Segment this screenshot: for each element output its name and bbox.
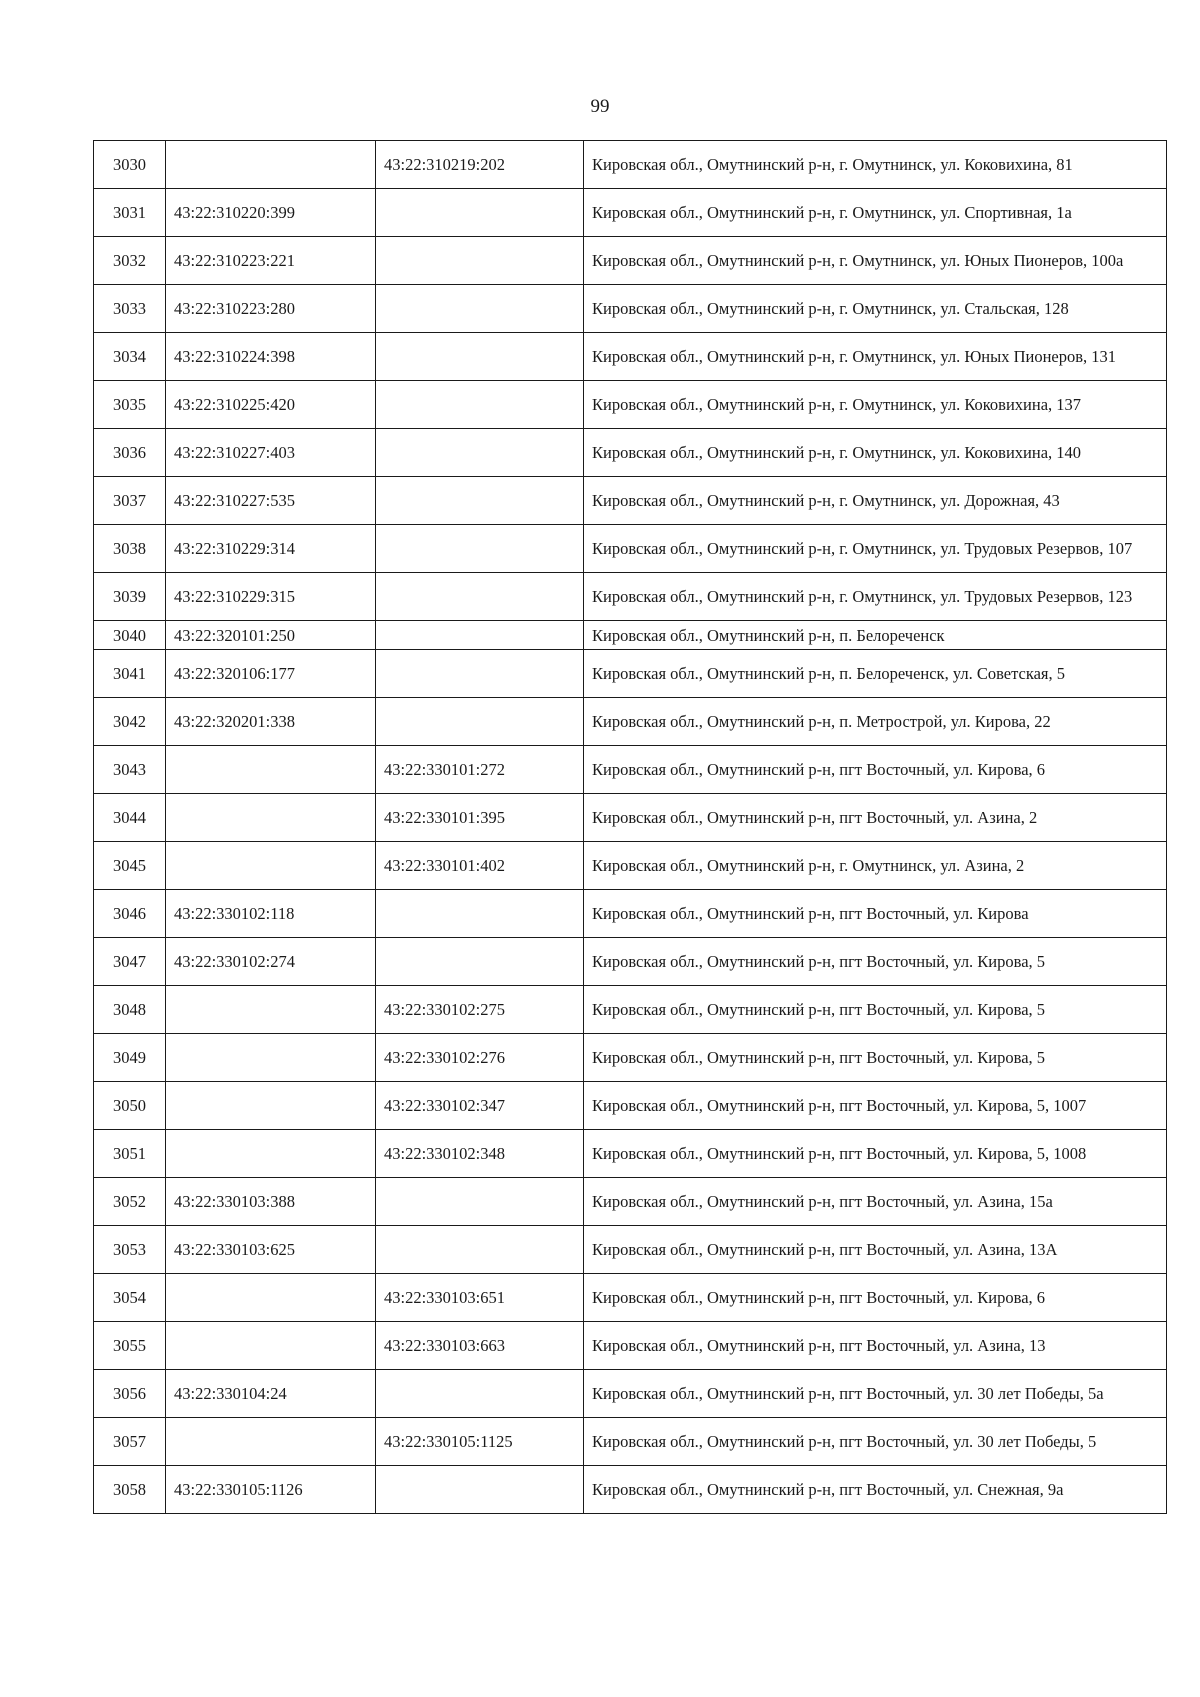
address: Кировская обл., Омутнинский р-н, г. Омутнинск, ул. Стальская, 128 [584,285,1167,333]
row-number: 3035 [94,381,166,429]
land-cadastral-number [166,842,376,890]
row-number: 3047 [94,938,166,986]
address: Кировская обл., Омутнинский р-н, г. Омутнинск, ул. Азина, 2 [584,842,1167,890]
object-cadastral-number [376,429,584,477]
address: Кировская обл., Омутнинский р-н, г. Омутнинск, ул. Дорожная, 43 [584,477,1167,525]
address: Кировская обл., Омутнинский р-н, пгт Восточный, ул. Кирова, 5, 1008 [584,1130,1167,1178]
object-cadastral-number [376,573,584,621]
table-row [94,842,1167,890]
object-cadastral-number: 43:22:330103:663 [376,1322,584,1370]
land-cadastral-number [166,1418,376,1466]
row-number: 3037 [94,477,166,525]
address: Кировская обл., Омутнинский р-н, п. Белореченск [584,621,1167,650]
table-row [94,333,1167,381]
row-number: 3051 [94,1130,166,1178]
address: Кировская обл., Омутнинский р-н, пгт Восточный, ул. Снежная, 9а [584,1466,1167,1514]
object-cadastral-number [376,1178,584,1226]
land-cadastral-number: 43:22:330104:24 [166,1370,376,1418]
address: Кировская обл., Омутнинский р-н, пгт Восточный, ул. Кирова, 6 [584,746,1167,794]
row-number: 3048 [94,986,166,1034]
row-number: 3040 [94,621,166,650]
table-row [94,1178,1167,1226]
land-cadastral-number: 43:22:330105:1126 [166,1466,376,1514]
land-cadastral-number: 43:22:320201:338 [166,698,376,746]
table-row [94,189,1167,237]
object-cadastral-number: 43:22:330102:348 [376,1130,584,1178]
object-cadastral-number [376,525,584,573]
table-row [94,1130,1167,1178]
land-cadastral-number: 43:22:320101:250 [166,621,376,650]
row-number: 3042 [94,698,166,746]
table-row [94,938,1167,986]
table-row [94,237,1167,285]
table-row [94,746,1167,794]
land-cadastral-number [166,1130,376,1178]
object-cadastral-number: 43:22:330101:402 [376,842,584,890]
table-row [94,1418,1167,1466]
land-cadastral-number: 43:22:330103:388 [166,1178,376,1226]
row-number: 3046 [94,890,166,938]
table-row [94,1274,1167,1322]
land-cadastral-number: 43:22:330102:118 [166,890,376,938]
address: Кировская обл., Омутнинский р-н, п. Белореченск, ул. Советская, 5 [584,650,1167,698]
table-row [94,141,1167,189]
land-cadastral-number: 43:22:330102:274 [166,938,376,986]
land-cadastral-number [166,1034,376,1082]
table-body [94,141,1167,1514]
table-row [94,1370,1167,1418]
address: Кировская обл., Омутнинский р-н, пгт Восточный, ул. Азина, 2 [584,794,1167,842]
land-cadastral-number: 43:22:310225:420 [166,381,376,429]
table-row [94,1082,1167,1130]
object-cadastral-number [376,1370,584,1418]
land-cadastral-number: 43:22:310223:280 [166,285,376,333]
address: Кировская обл., Омутнинский р-н, п. Метрострой, ул. Кирова, 22 [584,698,1167,746]
table-row [94,1226,1167,1274]
object-cadastral-number: 43:22:330102:275 [376,986,584,1034]
table-row [94,1466,1167,1514]
address: Кировская обл., Омутнинский р-н, пгт Восточный, ул. Кирова, 6 [584,1274,1167,1322]
row-number: 3053 [94,1226,166,1274]
land-cadastral-number [166,986,376,1034]
object-cadastral-number: 43:22:330101:395 [376,794,584,842]
address: Кировская обл., Омутнинский р-н, г. Омутнинск, ул. Юных Пионеров, 100а [584,237,1167,285]
land-cadastral-number: 43:22:320106:177 [166,650,376,698]
table-row [94,429,1167,477]
object-cadastral-number [376,333,584,381]
object-cadastral-number: 43:22:330101:272 [376,746,584,794]
page-number: 99 [590,96,610,117]
object-cadastral-number [376,237,584,285]
object-cadastral-number: 43:22:330105:1125 [376,1418,584,1466]
row-number: 3049 [94,1034,166,1082]
row-number: 3052 [94,1178,166,1226]
row-number: 3045 [94,842,166,890]
table-row [94,1034,1167,1082]
object-cadastral-number [376,698,584,746]
land-cadastral-number: 43:22:310227:403 [166,429,376,477]
table-row [94,794,1167,842]
land-cadastral-number [166,794,376,842]
table-row [94,573,1167,621]
address: Кировская обл., Омутнинский р-н, г. Омутнинск, ул. Спортивная, 1а [584,189,1167,237]
object-cadastral-number [376,1466,584,1514]
object-cadastral-number: 43:22:310219:202 [376,141,584,189]
table-row [94,621,1167,650]
land-cadastral-number: 43:22:310224:398 [166,333,376,381]
object-cadastral-number [376,285,584,333]
land-cadastral-number: 43:22:310227:535 [166,477,376,525]
row-number: 3055 [94,1322,166,1370]
object-cadastral-number: 43:22:330103:651 [376,1274,584,1322]
table-row [94,890,1167,938]
object-cadastral-number: 43:22:330102:347 [376,1082,584,1130]
address: Кировская обл., Омутнинский р-н, пгт Восточный, ул. Кирова, 5 [584,986,1167,1034]
address: Кировская обл., Омутнинский р-н, пгт Восточный, ул. Кирова, 5 [584,938,1167,986]
address: Кировская обл., Омутнинский р-н, г. Омутнинск, ул. Коковихина, 81 [584,141,1167,189]
address: Кировская обл., Омутнинский р-н, пгт Восточный, ул. Кирова [584,890,1167,938]
row-number: 3058 [94,1466,166,1514]
land-cadastral-number [166,746,376,794]
row-number: 3031 [94,189,166,237]
object-cadastral-number [376,621,584,650]
object-cadastral-number [376,890,584,938]
table-row [94,477,1167,525]
table-row [94,525,1167,573]
row-number: 3039 [94,573,166,621]
object-cadastral-number [376,381,584,429]
table-row [94,650,1167,698]
row-number: 3057 [94,1418,166,1466]
address: Кировская обл., Омутнинский р-н, пгт Восточный, ул. Кирова, 5, 1007 [584,1082,1167,1130]
table-row [94,986,1167,1034]
land-cadastral-number: 43:22:310229:314 [166,525,376,573]
row-number: 3032 [94,237,166,285]
cadastral-registry-table [93,140,1167,1514]
row-number: 3036 [94,429,166,477]
row-number: 3054 [94,1274,166,1322]
row-number: 3041 [94,650,166,698]
land-cadastral-number [166,1274,376,1322]
object-cadastral-number [376,1226,584,1274]
address: Кировская обл., Омутнинский р-н, пгт Восточный, ул. Азина, 13А [584,1226,1167,1274]
address: Кировская обл., Омутнинский р-н, г. Омутнинск, ул. Юных Пионеров, 131 [584,333,1167,381]
land-cadastral-number: 43:22:310229:315 [166,573,376,621]
address: Кировская обл., Омутнинский р-н, пгт Восточный, ул. 30 лет Победы, 5 [584,1418,1167,1466]
address: Кировская обл., Омутнинский р-н, г. Омутнинск, ул. Трудовых Резервов, 123 [584,573,1167,621]
object-cadastral-number [376,650,584,698]
table-row [94,381,1167,429]
address: Кировская обл., Омутнинский р-н, г. Омутнинск, ул. Трудовых Резервов, 107 [584,525,1167,573]
land-cadastral-number [166,141,376,189]
row-number: 3043 [94,746,166,794]
row-number: 3034 [94,333,166,381]
row-number: 3033 [94,285,166,333]
object-cadastral-number: 43:22:330102:276 [376,1034,584,1082]
object-cadastral-number [376,477,584,525]
land-cadastral-number: 43:22:310223:221 [166,237,376,285]
table-row [94,698,1167,746]
address: Кировская обл., Омутнинский р-н, г. Омутнинск, ул. Коковихина, 137 [584,381,1167,429]
table-row [94,285,1167,333]
row-number: 3044 [94,794,166,842]
address: Кировская обл., Омутнинский р-н, пгт Восточный, ул. Азина, 13 [584,1322,1167,1370]
row-number: 3038 [94,525,166,573]
table-row [94,1322,1167,1370]
land-cadastral-number [166,1322,376,1370]
address: Кировская обл., Омутнинский р-н, пгт Восточный, ул. Азина, 15а [584,1178,1167,1226]
row-number: 3056 [94,1370,166,1418]
land-cadastral-number: 43:22:330103:625 [166,1226,376,1274]
address: Кировская обл., Омутнинский р-н, пгт Восточный, ул. Кирова, 5 [584,1034,1167,1082]
object-cadastral-number [376,938,584,986]
row-number: 3030 [94,141,166,189]
object-cadastral-number [376,189,584,237]
land-cadastral-number [166,1082,376,1130]
row-number: 3050 [94,1082,166,1130]
address: Кировская обл., Омутнинский р-н, г. Омутнинск, ул. Коковихина, 140 [584,429,1167,477]
land-cadastral-number: 43:22:310220:399 [166,189,376,237]
address: Кировская обл., Омутнинский р-н, пгт Восточный, ул. 30 лет Победы, 5а [584,1370,1167,1418]
